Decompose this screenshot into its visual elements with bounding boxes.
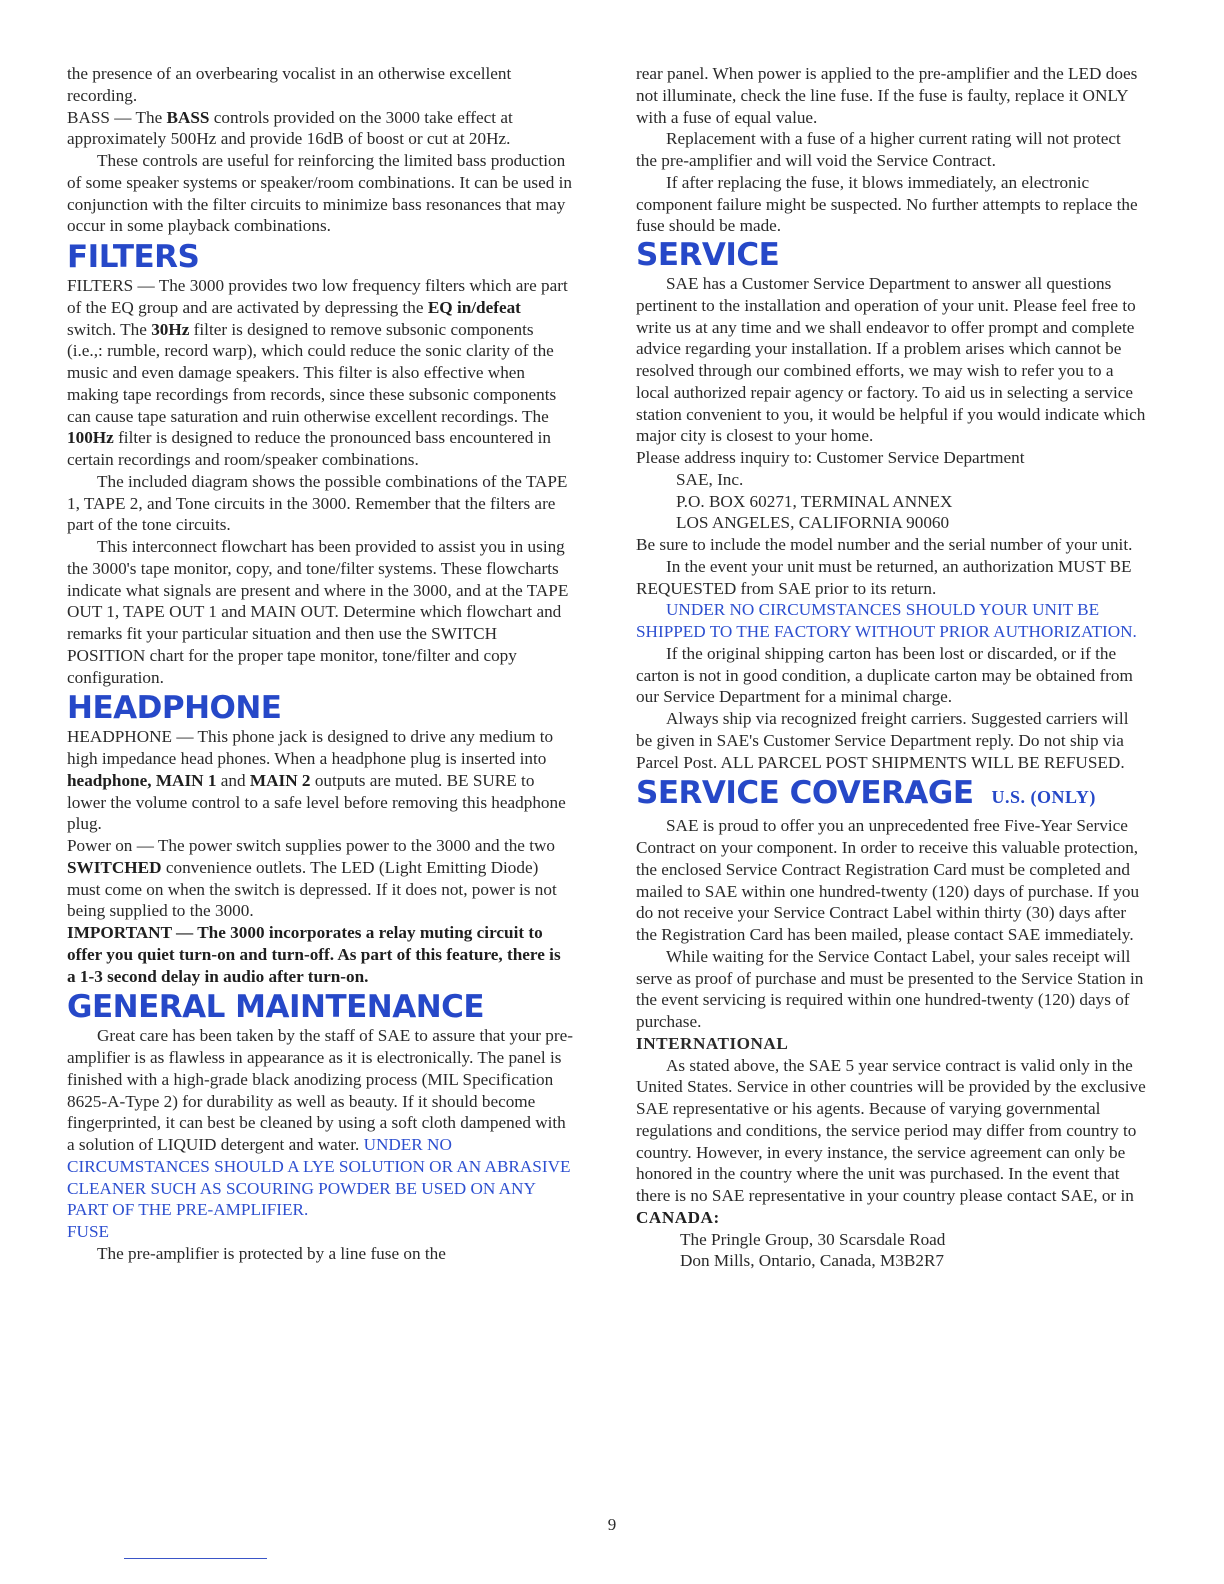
text-run: controls provided on the 3000 take effect at approximately 500Hz and provide 16dB of boost or cut at 20Hz.	[67, 107, 513, 149]
power-paragraph	[67, 835, 573, 922]
paragraph: the presence of an overbearing vocalist in an otherwise excellent recording.	[67, 64, 512, 105]
international-paragraph	[636, 1055, 1146, 1229]
paragraph: In the event your unit must be returned, an authorization MUST BE REQUESTED from SAE prior to its return.	[636, 556, 1132, 598]
paragraph: This interconnect flowchart has been provided to assist you in using the 3000's tape monitor, copy, and tone/filter systems. These flowcharts indicate what signals are present and where in the 3000, and at the TAPE OUT 1, TAPE OUT 1 and MAIN OUT. Determine which flowchart and remarks fit your particular situation and then use the SWITCH POSITION chart for the proper tape monitor, tone/filter and copy configuration.	[67, 537, 569, 687]
text-run: Power on — The power switch supplies power to the 3000 and the two	[67, 836, 556, 855]
paragraph: The pre-amplifier is protected by a line fuse on the	[97, 1243, 446, 1263]
maintenance-paragraph	[67, 1025, 573, 1221]
paragraph: SAE has a Customer Service Department to answer all questions pertinent to the installation and operation of your unit. Please feel free to write us at any time and we shall endeavor to offer prompt and complete advice regarding your installation. If a problem arises which cannot be resolved through our combined efforts, we may wish to refer you to a local authorized repair agency or factory. To aid us in selecting a service station convenient to you, it would be helpful if you would indicate which major city is closest to your home.	[636, 274, 1146, 446]
paragraph: Replacement with a fuse of a higher current rating will not protect the pre-amplifier and will void the Service Contract.	[636, 129, 1121, 170]
page-number: 9	[607, 1515, 617, 1534]
bass-bold-term: BASS	[166, 107, 210, 127]
footer-rule	[124, 1558, 267, 1559]
text-run: filter is designed to remove subsonic components (i.e.,: rumble, record warp), which could reduce the sonic clarity of the music and even damage speakers. This filter is also effective when making tape recordings from records, since these subsonic components can cause tape saturation and ruin otherwise excellent recordings. The	[67, 319, 557, 426]
paragraph: If the original shipping carton has been lost or discarded, or if the carton is not in good condition, a duplicate carton may be obtained from our Service Department for a minimal charge.	[636, 643, 1133, 707]
paragraph: While waiting for the Service Contact Label, your sales receipt will serve as proof of purchase and must be presented to the Service Station in the event servicing is required within one hundred-twenty (120) days of purchase.	[636, 946, 1144, 1031]
bold-term: headphone, MAIN 1	[67, 770, 217, 790]
service-heading: SERVICE	[636, 237, 780, 273]
text-run: FILTERS — The 3000 provides two low frequency filters which are part of the EQ group and are activated by depressing the	[67, 276, 568, 317]
bold-term: 100Hz	[67, 428, 114, 448]
coverage-suffix: U.S. (ONLY)	[991, 787, 1096, 808]
paragraph: rear panel. When power is applied to the pre-amplifier and the LED does not illuminate, check the line fuse. If the fuse is faulty, replace it ONLY with a fuse of equal value.	[636, 64, 1138, 127]
text-run: convenience outlets. The LED (Light Emitting Diode) must come on when the switch is depressed. If it does not, power is not being supplied to the 3000.	[67, 857, 557, 921]
return-warning: UNDER NO CIRCUMSTANCES SHOULD YOUR UNIT BE SHIPPED TO THE FACTORY WITHOUT PRIOR AUTHORIZATION.	[636, 600, 1137, 641]
paragraph: Be sure to include the model number and the serial number of your unit.	[636, 535, 1133, 554]
paragraph: SAE is proud to offer you an unprecedented free Five-Year Service Contract on your component. In order to receive this valuable protection, the enclosed Service Contract Registration Card must be completed and mailed to SAE within one hundred-twenty (120) days of purchase. If you do not receive your Service Contract Label within thirty (30) days after the Registration Card has been mailed, please contact SAE immediately.	[636, 816, 1140, 944]
headphone-heading: HEADPHONE	[67, 690, 282, 727]
text-run: — The	[110, 107, 167, 127]
filters-paragraph	[67, 275, 573, 471]
address-line: SAE, Inc.	[676, 469, 744, 489]
text-run: filter is designed to reduce the pronounced bass encountered in certain recordings and room/speaker combinations.	[67, 428, 551, 469]
text-run: Great care has been taken by the staff of SAE to assure that your pre-amplifier is as flawless in appearance as it is electronically. The panel is finished with a high-grade black anodizing process (MIL Specification 8625-A-Type 2) for durability as well as beauty. If it should become fingerprinted, it can best be cleaned by using a soft cloth dampened with a solution of LIQUID detergent and water.	[67, 1026, 573, 1154]
canada-label: CANADA:	[636, 1207, 720, 1227]
canada-address-line: Don Mills, Ontario, Canada, M3B2R7	[680, 1251, 945, 1271]
address-line: P.O. BOX 60271, TERMINAL ANNEX	[676, 491, 953, 511]
canada-address-line: The Pringle Group, 30 Scarsdale Road	[680, 1229, 946, 1249]
service-coverage-heading	[636, 775, 1146, 815]
bold-term: EQ in/defeat	[427, 297, 521, 317]
text-run: and	[216, 770, 250, 790]
fuse-label: FUSE	[67, 1222, 110, 1241]
address-line: LOS ANGELES, CALIFORNIA 90060	[676, 513, 950, 533]
heading-text: SERVICE COVERAGE	[636, 775, 974, 812]
paragraph: The included diagram shows the possible combinations of the TAPE 1, TAPE 2, and Tone circuits in the 3000. Remember that the filters are part of the tone circuits.	[67, 471, 568, 535]
bold-term: 30Hz	[151, 319, 190, 339]
headphone-paragraph	[67, 726, 573, 835]
address-intro: Please address inquiry to: Customer Service Department	[636, 448, 1025, 467]
text-run: As stated above, the SAE 5 year service contract is valid only in the United States. Service in other countries will be provided by the exclusive SAE representative or his agents. Because of varying governmental regulations and conditions, the service period may differ from country to country. However, in every instance, the service agreement can only be honored in the country where the unit was purchased. In the event that there is no SAE representative in your country please contact SAE, or in	[636, 1055, 1146, 1205]
bold-term: SWITCHED	[67, 857, 162, 877]
filters-heading: FILTERS	[67, 239, 200, 275]
text-run: switch. The	[67, 319, 152, 339]
paragraph: These controls are useful for reinforcing the limited bass production of some speaker systems or speaker/room combinations. It can be used in conjunction with the filter circuits to minimize bass resonances that may occur in some playback combinations.	[67, 151, 572, 236]
left-column	[67, 63, 573, 1265]
bass-term: BASS	[67, 107, 110, 127]
maintenance-warning: UNDER NO CIRCUMSTANCES SHOULD A LYE SOLUTION OR AN ABRASIVE CLEANER SUCH AS SCOURING POWDER BE USED ON ANY PART OF THE PRE-AMPLIFIER.	[67, 1135, 571, 1220]
right-column	[636, 63, 1146, 1272]
text-run: outputs are muted. BE SURE to lower the volume control to a safe level before removing this headphone plug.	[67, 770, 566, 834]
paragraph: If after replacing the fuse, it blows immediately, an electronic component failure might be suspected. No further attempts to replace the fuse should be made.	[636, 172, 1138, 236]
important-paragraph: IMPORTANT — The 3000 incorporates a relay muting circuit to offer you quiet turn-on and turn-off. As part of this feature, there is a 1-3 second delay in audio after turn-on.	[67, 923, 561, 986]
maintenance-heading: GENERAL MAINTENANCE	[67, 989, 485, 1026]
bold-term: MAIN 2	[249, 770, 311, 790]
paragraph: Always ship via recognized freight carriers. Suggested carriers will be given in SAE's Customer Service Department reply. Do not ship via Parcel Post. ALL PARCEL POST SHIPMENTS WILL BE REFUSED.	[636, 709, 1129, 772]
bass-paragraph	[67, 107, 573, 151]
international-label: INTERNATIONAL	[636, 1033, 789, 1053]
text-run: HEADPHONE — This phone jack is designed to drive any medium to high impedance head phones. When a headphone plug is inserted into	[67, 727, 554, 768]
